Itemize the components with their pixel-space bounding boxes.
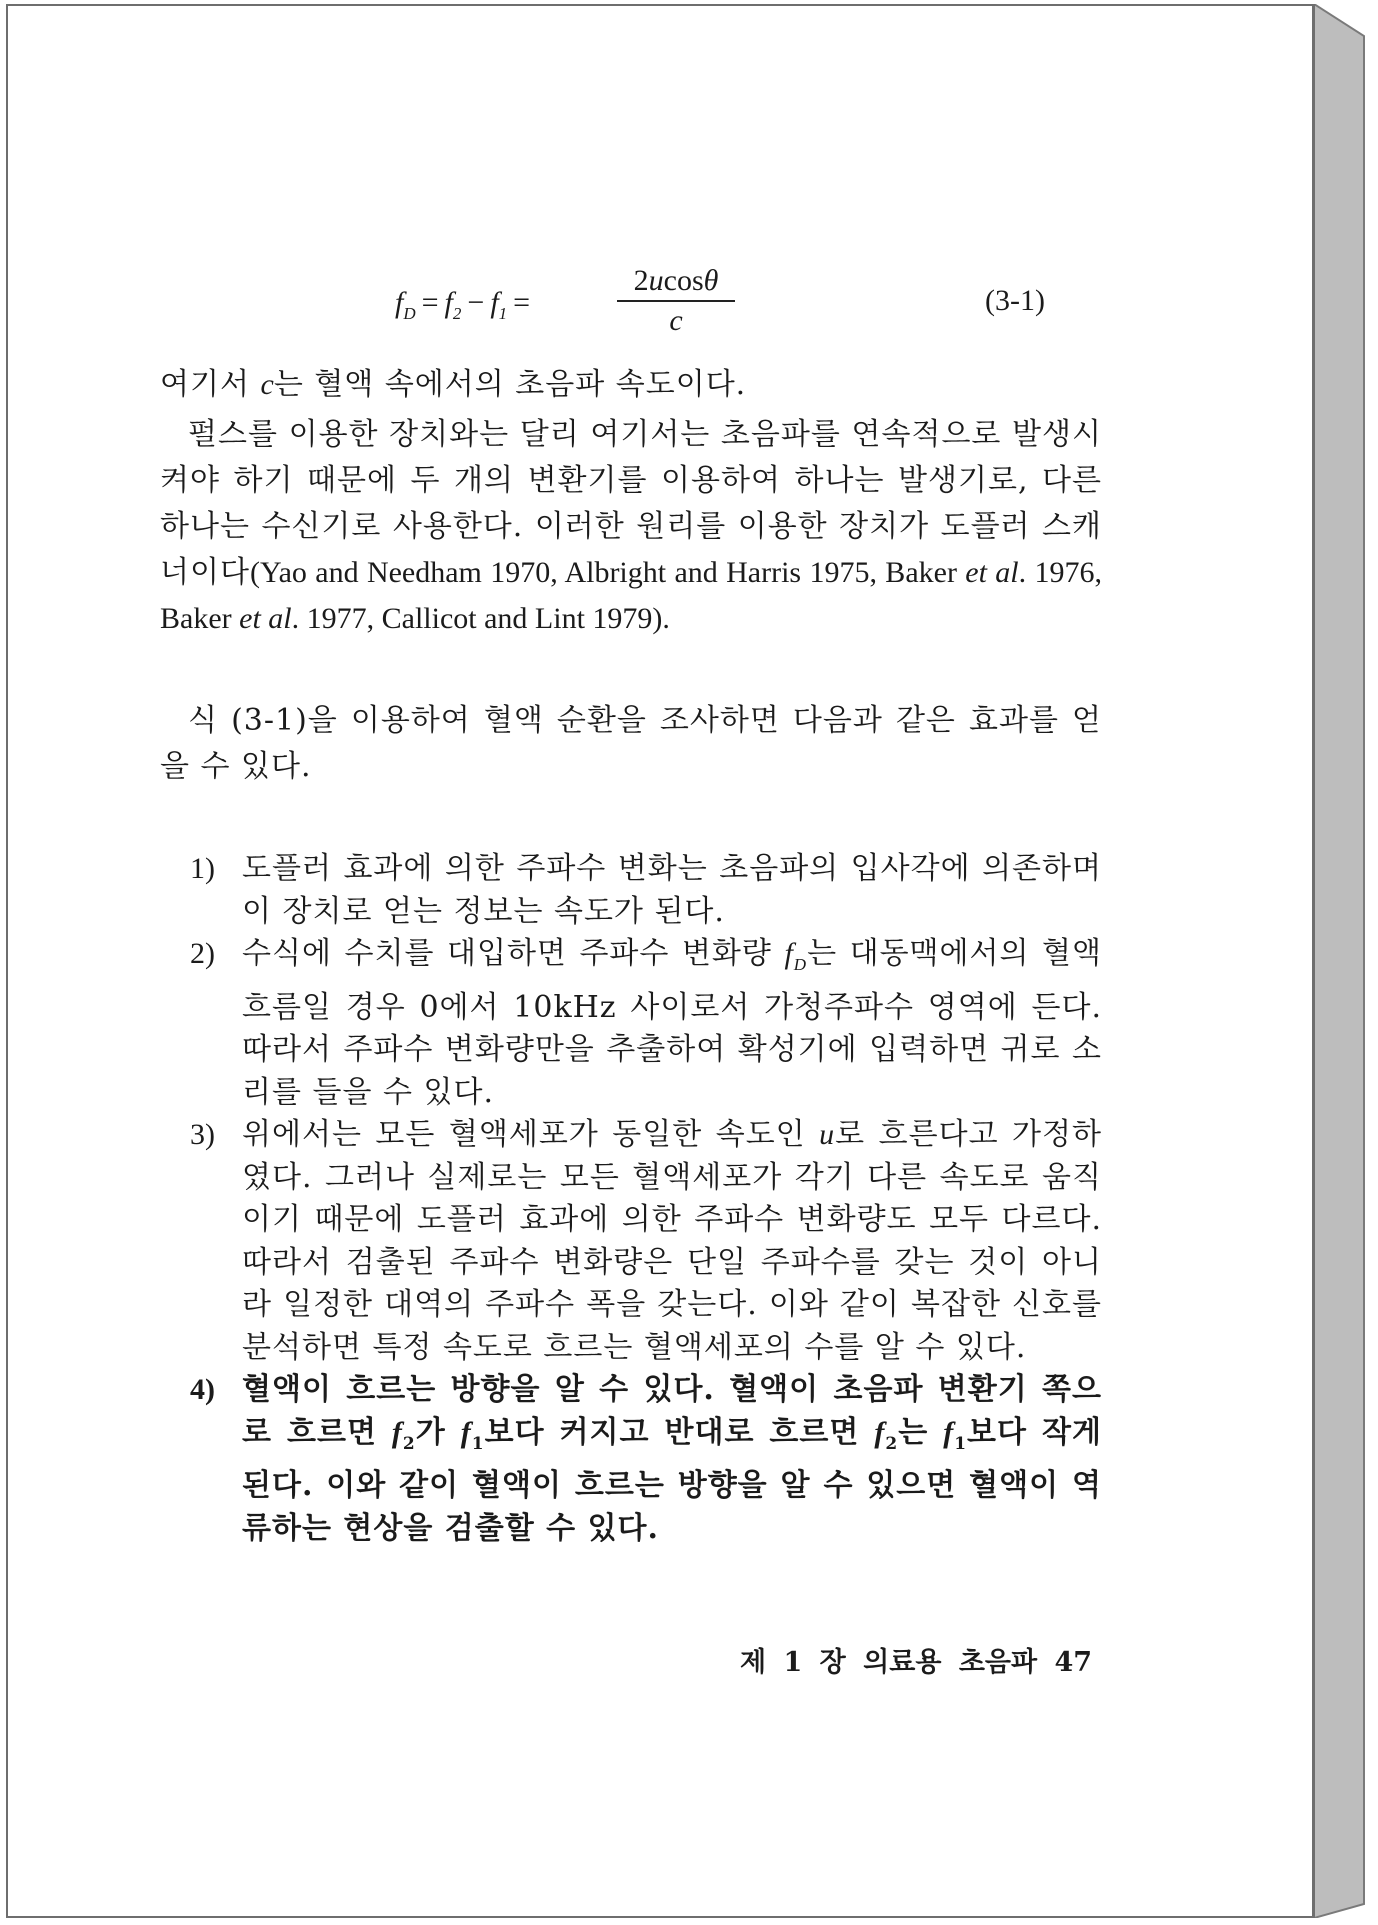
symbol-fd: f [784, 937, 794, 970]
numerator-angle: θ [703, 264, 719, 297]
paragraph-effects-intro: 식 (3-1)을 이용하여 혈액 순환을 조사하면 다음과 같은 효과를 얻을 수 있다. [160, 703, 1102, 784]
page-footer [740, 1640, 1092, 1679]
numerator-function: cos [663, 264, 704, 297]
effects-list [190, 848, 1102, 1550]
list-item-text: 보다 작게 된다. 이와 같이 혈액이 흐르는 방향을 알 수 있으면 혈액이 역류하는 현상을 검출할 수 있다. [242, 1414, 1102, 1546]
list-item-text: 수식에 수치를 대입하면 주파수 변화량 [242, 936, 785, 971]
page-edge [1314, 4, 1374, 1918]
subscript-2: 2 [452, 304, 462, 323]
fraction-numerator [617, 264, 735, 302]
equation-number: (3-1) [985, 284, 1045, 317]
list-item-number: 2) [190, 937, 215, 970]
p1-variable-c: c [260, 368, 274, 401]
page-edge-shading [1314, 4, 1374, 1918]
list-item-number: 4) [190, 1373, 215, 1406]
list-item-text: 는 대동맥에서의 혈액 흐름일 경우 0에서 10kHz 사이로서 가청주파수 영역에 든다. 따라서 주파수 변화량만을 추출하여 확성기에 입력하면 귀로 소리를 들을 수 있다. [242, 936, 1102, 1110]
doppler-equation [395, 262, 1115, 342]
page-number: 47 [1054, 1647, 1093, 1678]
list-item-text: 는 [898, 1414, 944, 1450]
symbol-f: f [943, 1415, 955, 1449]
list-item-number: 1) [190, 852, 215, 885]
footer-title: 의료용 초음파 [863, 1647, 1038, 1678]
symbol-f: f [460, 1415, 472, 1449]
p2-etal-1: et al [965, 556, 1019, 589]
subscript: 2 [885, 1433, 899, 1454]
p2-reference-3: . 1977, Callicot and Lint 1979). [291, 602, 670, 635]
subscript-d: D [793, 955, 808, 974]
minus-sign: − [467, 286, 485, 319]
symbol-f: f [391, 1415, 403, 1449]
subscript: 2 [402, 1433, 416, 1454]
list-item [190, 1369, 1102, 1550]
paragraph-doppler-scanner [160, 412, 1102, 642]
equation-lhs [395, 286, 536, 324]
paragraph-speed-definition [160, 362, 1100, 408]
p2-reference-2: . 1976, Baker [160, 556, 1102, 635]
numerator-coefficient: 2 [633, 264, 649, 297]
p1-text-after: 는 혈액 속에서의 초음파 속도이다. [273, 367, 747, 402]
subscript: 1 [471, 1433, 485, 1454]
symbol-f2: f [444, 286, 453, 319]
subscript-1: 1 [498, 304, 508, 323]
list-item-text: 혈액이 흐르는 방향을 알 수 있다. 혈액이 초음파 변환기 쪽으로 흐르면 [242, 1372, 1102, 1450]
p2-reference-1: (Yao and Needham 1970, Albright and Harris 1975, Baker [249, 556, 966, 589]
p2-etal-2: et al [239, 602, 292, 635]
equals-sign: = [421, 286, 439, 319]
footer-chapter: 제 1 장 [740, 1647, 846, 1678]
list-item [190, 933, 1102, 1114]
list-item [190, 848, 1102, 933]
list-item-text: 가 [415, 1414, 461, 1450]
symbol-fd: f [395, 286, 404, 319]
list-item-text: 도플러 효과에 의한 주파수 변화는 초음파의 입사각에 의존하며 이 장치로 얻는 정보는 속도가 된다. [242, 851, 1102, 929]
subscript-d: D [403, 304, 416, 323]
equation-fraction [617, 264, 735, 338]
symbol-f: f [874, 1415, 886, 1449]
p2-korean-text: 펄스를 이용한 장치와는 달리 여기서는 초음파를 연속적으로 발생시켜야 하기 때문에 두 개의 변환기를 이용하여 하나는 발생기로, 다른 하나는 수신기로 사용한다. 이러한 원리를 이용한 장치가 도플러 스캐너이다 [160, 417, 1102, 590]
symbol-u: u [819, 1118, 836, 1151]
list-item-text: 보다 커지고 반대로 흐르면 [484, 1414, 875, 1450]
fraction-denominator: c [669, 304, 683, 337]
subscript: 1 [954, 1433, 968, 1454]
list-item [190, 1114, 1102, 1369]
symbol-f1: f [490, 286, 499, 319]
list-item-text: 위에서는 모든 혈액세포가 동일한 속도인 [242, 1117, 820, 1152]
equals-sign-2: = [513, 286, 531, 319]
list-item-text: 로 흐른다고 가정하였다. 그러나 실제로는 모든 혈액세포가 각기 다른 속도로 움직이기 때문에 도플러 효과에 의한 주파수 변화량도 모두 다르다. 따라서 검출된 주파수 변화량은 단일 주파수를 갖는 것이 아니라 일정한 대역의 주파수 폭을 갖는다. 이와 같이 복잡한 신호를 분석하면 특정 속도로 흐르는 혈액세포의 수를 알 수 있다. [242, 1117, 1102, 1365]
list-item-number: 3) [190, 1118, 215, 1151]
p1-text-before: 여기서 [160, 367, 261, 402]
numerator-variable: u [648, 264, 664, 297]
